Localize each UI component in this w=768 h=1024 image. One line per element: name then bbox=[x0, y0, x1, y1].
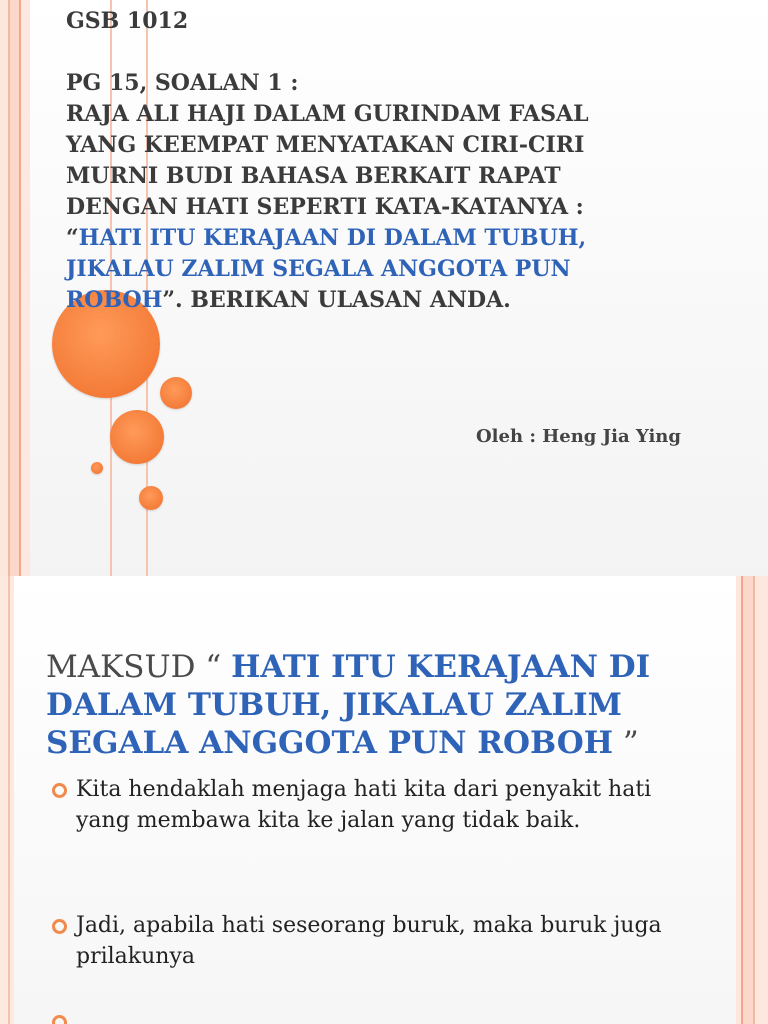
question-text-line: RAJA ALI HAJI DALAM GURINDAM FASAL bbox=[66, 101, 589, 127]
slide-heading: MAKSUD “ HATI ITU KERAJAAN DI DALAM TUBUH, JIKALAU ZALIM SEGALA ANGGOTA PUN ROBOH ” bbox=[46, 649, 651, 761]
small-orange-dot bbox=[91, 462, 103, 474]
heading-quote: HATI ITU KERAJAAN DI bbox=[231, 649, 651, 685]
left-decorative-stripes bbox=[0, 0, 30, 576]
quote-text: JIKALAU ZALIM SEGALA ANGGOTA PUN bbox=[66, 256, 571, 282]
heading-quote: SEGALA ANGGOTA PUN ROBOH bbox=[46, 725, 614, 761]
bullet-text: Kita hendaklah menjaga hati kita dari penyakit hati yang membawa kita ke jalan yang tidak baik. bbox=[76, 777, 652, 833]
bullet-text: Jadi, apabila hati seseorang buruk, maka buruk juga prilakunya bbox=[76, 913, 662, 969]
orange-circle bbox=[160, 377, 192, 409]
heading-quote: DALAM TUBUH, JIKALAU ZALIM bbox=[46, 687, 622, 723]
question-number: PG 15, SOALAN 1 : bbox=[66, 70, 299, 96]
orange-circle bbox=[139, 486, 163, 510]
orange-circle bbox=[110, 410, 164, 464]
bullet-circle-icon bbox=[52, 919, 67, 934]
question-text-line: DENGAN HATI SEPERTI KATA-KATANYA : bbox=[66, 194, 584, 220]
course-code: GSB 1012 bbox=[66, 8, 189, 34]
bullet-circle-icon bbox=[52, 1015, 67, 1024]
quote-text: HATI ITU KERAJAAN DI DALAM TUBUH, bbox=[78, 225, 587, 251]
question-text-line: YANG KEEMPAT MENYATAKAN CIRI-CIRI bbox=[66, 132, 585, 158]
question-text-line: MURNI BUDI BAHASA BERKAIT RAPAT bbox=[66, 163, 561, 189]
content-slide bbox=[0, 576, 768, 1024]
author-credit: Oleh : Heng Jia Ying bbox=[476, 426, 681, 447]
bullet-circle-icon bbox=[52, 783, 67, 798]
right-decorative-stripes bbox=[736, 576, 768, 1024]
left-decorative-stripes bbox=[0, 576, 14, 1024]
quote-text: ROBOH bbox=[66, 287, 163, 313]
slide-title bbox=[66, 6, 726, 316]
quote-line: ROBOH”. BERIKAN ULASAN ANDA. bbox=[66, 287, 511, 313]
quote-line: “HATI ITU KERAJAAN DI DALAM TUBUH, bbox=[66, 225, 587, 251]
